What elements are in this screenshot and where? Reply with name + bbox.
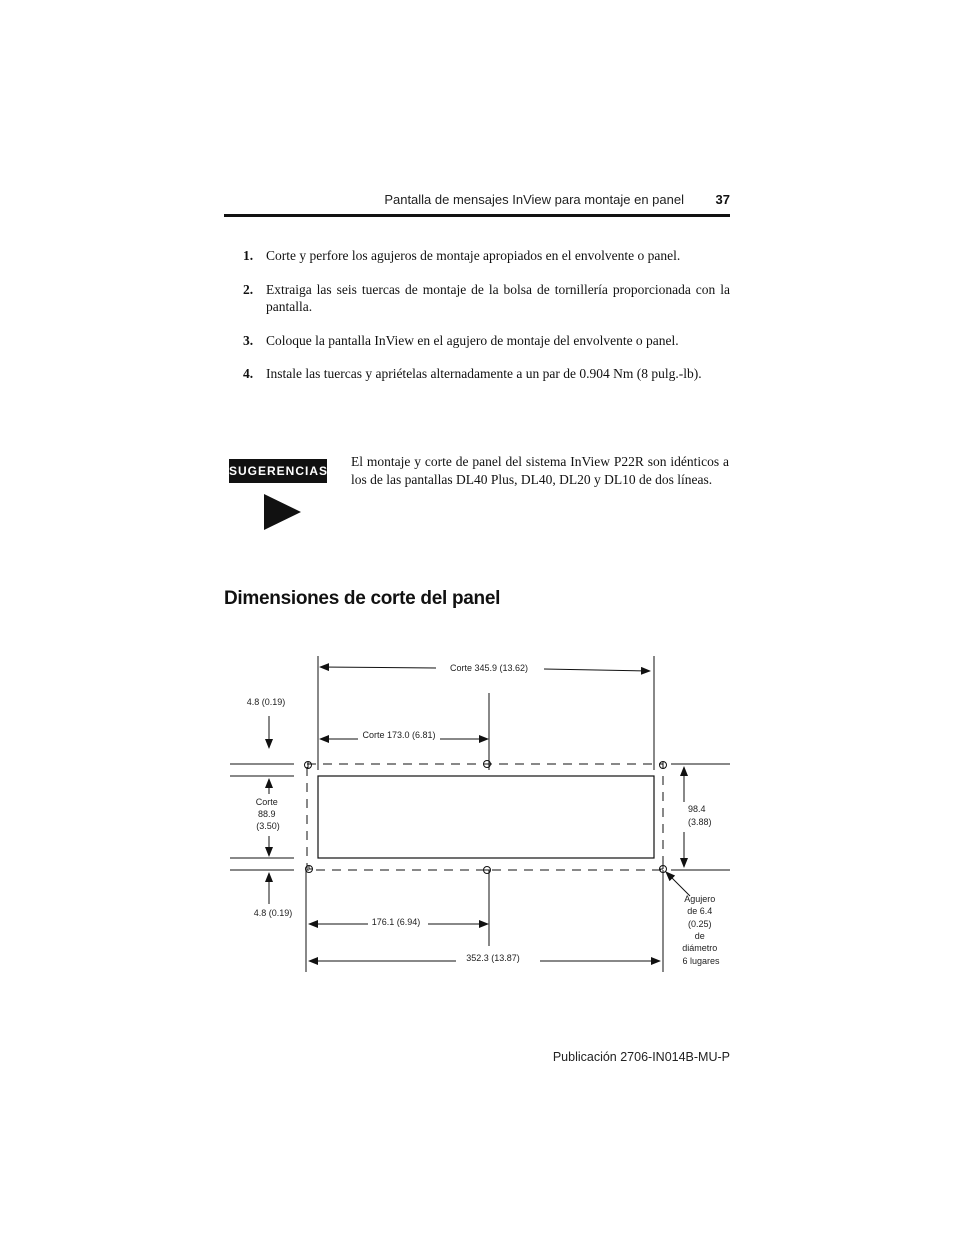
step-number: 1. (243, 248, 254, 263)
hole-note-line: (0.25) (687, 919, 712, 929)
step-text: Corte y perfore los agujeros de montaje apropiados en el envolvente o panel. (266, 248, 681, 263)
header-title: Pantalla de mensajes InView para montaje en panel (384, 192, 684, 207)
dimension-arrow (320, 667, 436, 668)
step-number: 4. (243, 366, 254, 381)
step-text: Coloque la pantalla InView en el agujero de montaje del envolvente o panel. (266, 332, 679, 348)
hole-centerline-outline (307, 764, 663, 870)
step-text: Extraiga las seis tuercas de montaje de la bolsa de tornillería proporcionada con la pantalla. (266, 281, 730, 314)
cut-height-line: Corte (255, 797, 278, 807)
hole-width-label: 352.3 (13.87) (466, 953, 520, 963)
cut-width-label: Corte 345.9 (13.62) (449, 663, 529, 673)
cut-height-line: (3.50) (256, 821, 280, 831)
section-title: Dimensiones de corte del panel (224, 588, 501, 609)
mounting-holes (305, 761, 667, 874)
cut-height-line: 88.9 (257, 809, 276, 819)
hole-height-line: 98.4 (688, 804, 706, 814)
hole-note-line: de (694, 931, 705, 941)
page-number: 37 (715, 192, 730, 207)
hole-note-line: 6 lugares (682, 956, 720, 966)
hole-note-label (682, 894, 720, 966)
hole-half-width-label: 176.1 (6.94) (371, 917, 421, 927)
tip-badge: SUGERENCIAS (229, 459, 327, 483)
step-number: 2. (243, 281, 254, 297)
dimension-arrow (544, 669, 650, 671)
bottom-margin-label: 4.8 (0.19) (253, 908, 293, 918)
step-text: Instale las tuercas y apriételas alternadamente a un par de 0.904 Nm (8 pulg.-lb). (266, 366, 702, 381)
hole-height-line: (3.88) (688, 817, 712, 827)
leader-arrow (666, 872, 690, 896)
top-margin-label: 4.8 (0.19) (246, 697, 286, 707)
hole-note-line: diámetro (682, 943, 718, 953)
hole-note-line: Agujero (684, 894, 716, 904)
tip-text: El montaje y corte de panel del sistema InView P22R son idénticos a los de las pantallas DL40 Plus, DL40, DL20 y DL10 de dos líneas. (351, 454, 729, 487)
cut-half-width-label: Corte 173.0 (6.81) (362, 730, 436, 740)
cutout-outline (318, 776, 654, 858)
step-number: 3. (243, 332, 254, 348)
publication-footer: Publicación 2706-IN014B-MU-P (552, 1050, 730, 1064)
hole-height-label (688, 804, 712, 827)
hole-note-line: de 6.4 (687, 906, 713, 916)
cut-height-label (256, 797, 281, 831)
